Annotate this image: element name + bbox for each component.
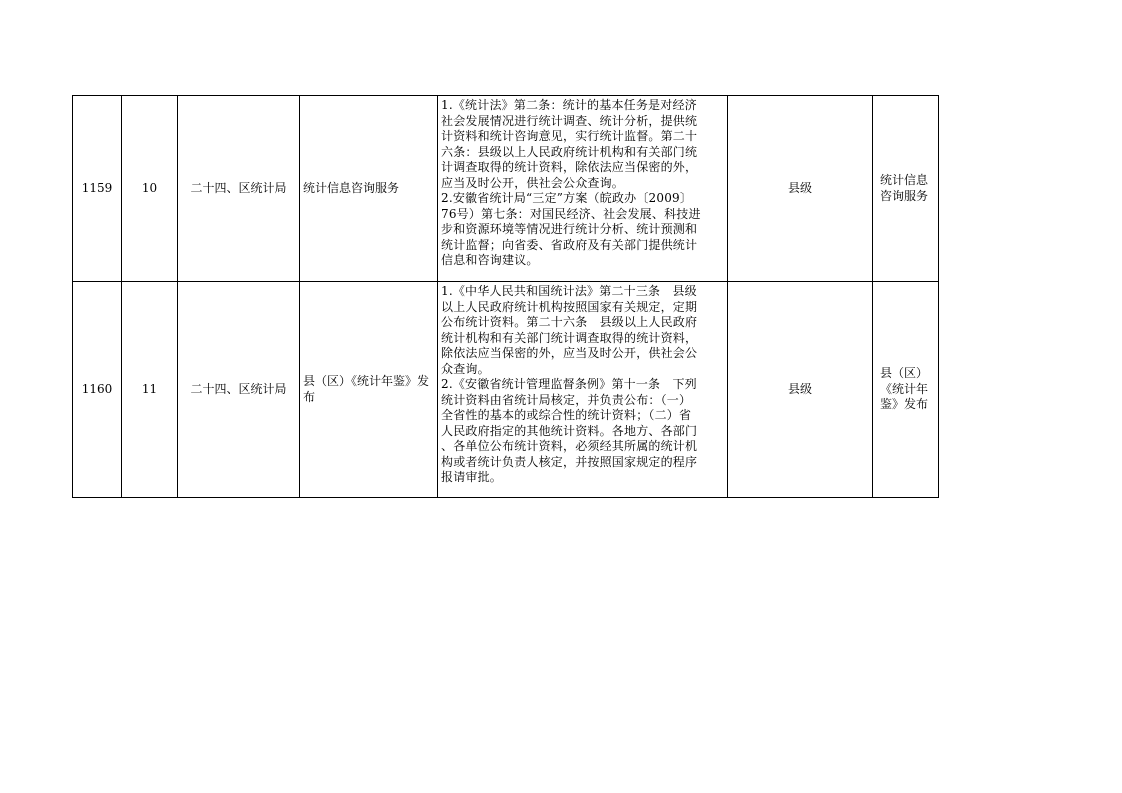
basis-line: 公布统计资料。第二十六条 县级以上人民政府 [441,315,698,329]
seq-cell: 10 [122,96,178,282]
basis-line: 社会发展情况进行统计调查、统计分析，提供统 [441,113,698,128]
basis-line: 统计监督；向省委、省政府及有关部门提供统计 [441,237,698,252]
basis-line: 、各单位公布统计资料，必须经其所属的统计机 [441,439,698,453]
basis-line: 计资料和统计咨询意见，实行统计监督。第二十 [441,129,698,143]
basis-line: 2.安徽省统计局“三定”方案（皖政办〔2009〕 [441,191,693,205]
item-name-cell: 县（区）《统计年鉴》发布 [300,282,438,498]
serial-cell: 1159 [73,96,122,282]
item-name-cell: 统计信息咨询服务 [300,96,438,282]
basis-line: 1.《中华人民共和国统计法》第二十三条 县级 [441,284,697,298]
department-cell: 二十四、区统计局 [178,282,300,498]
basis-line: 统计机构和有关部门统计调查取得的统计资料， [441,330,698,345]
basis-line: 步和资源环境等情况进行统计分析、统计预测和 [441,222,698,236]
table-row [73,96,939,282]
table-row [73,282,939,498]
basis-line: 信息和咨询建议。 [441,253,539,267]
basis-line: 计调查取得的统计资料，除依法应当保密的外， [441,160,698,174]
basis-line: 全省性的基本的或综合性的统计资料；（二）省 [441,408,692,422]
basis-line: 1.《统计法》第二条：统计的基本任务是对经济 [441,98,697,112]
seq-cell: 11 [122,282,178,498]
basis-line: 人民政府指定的其他统计资料。各地方、各部门 [441,423,698,438]
level-cell: 县级 [728,96,873,282]
basis-cell [438,96,728,282]
basis-line: 应当及时公开，供社会公众查询。 [441,175,625,190]
basis-cell [438,282,728,498]
basis-line: 六条：县级以上人民政府统计机构和有关部门统 [441,144,698,159]
basis-line: 76号）第七条：对国民经济、社会发展、科技进 [441,206,701,221]
basis-line: 众查询。 [441,361,490,376]
basis-line: 以上人民政府统计机构按照国家有关规定，定期 [441,299,698,314]
data-table [72,95,939,498]
basis-line: 构或者统计负责人核定，并按照国家规定的程序 [441,454,698,469]
basis-line: 统计资料由省统计局核定，并负责公布：（一） [441,392,692,407]
basis-line: 除依法应当保密的外，应当及时公开，供社会公 [441,346,698,360]
content-cell: 统计信息咨询服务 [873,96,939,282]
content-cell: 县（区）《统计年鉴》发布 [873,282,939,498]
serial-cell: 1160 [73,282,122,498]
department-cell: 二十四、区统计局 [178,96,300,282]
basis-line: 2.《安徽省统计管理监督条例》第十一条 下列 [441,377,697,391]
level-cell: 县级 [728,282,873,498]
basis-line: 报请审批。 [441,470,503,484]
